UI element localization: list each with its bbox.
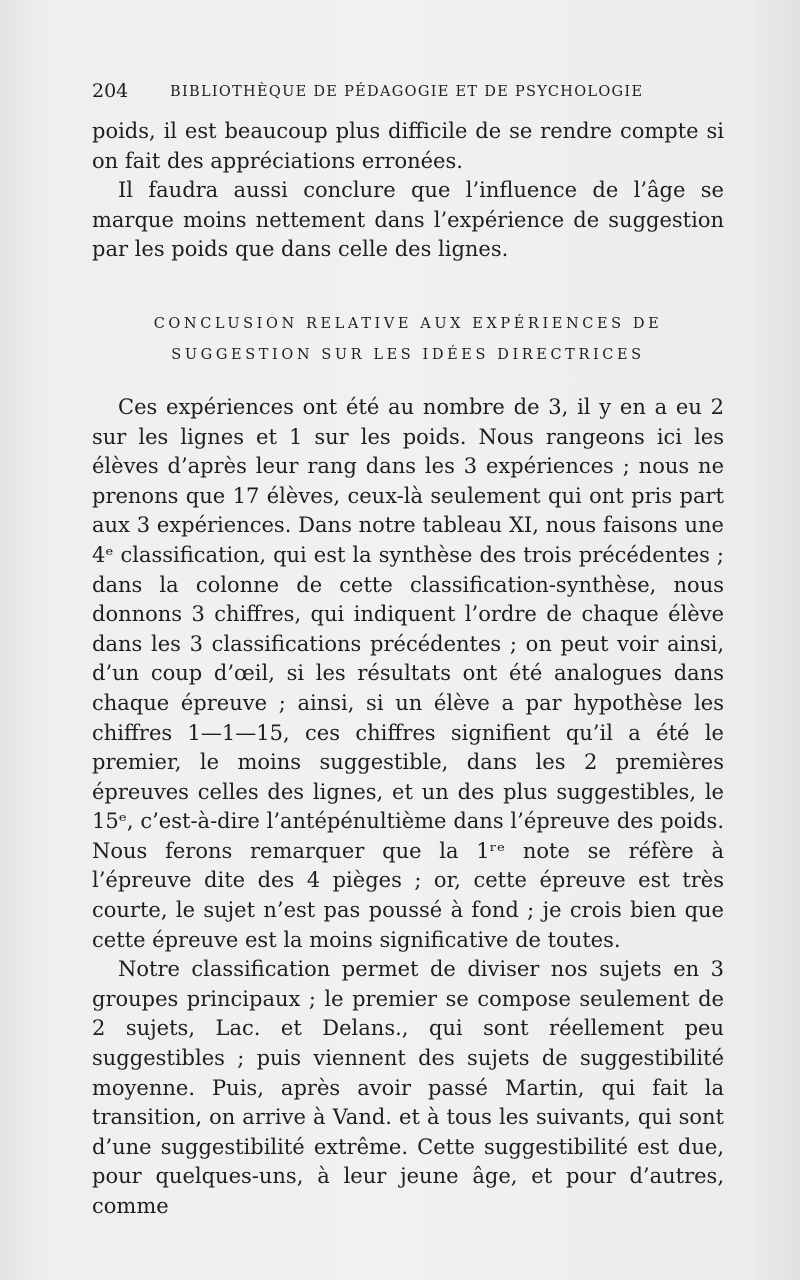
page-header	[92, 80, 724, 106]
paragraph-experiments: Ces expériences ont été au nombre de 3, il y en a eu 2 sur les lignes et 1 sur les poids. Nous rangeons ici les élèves d’après leur rang dans les 3 expériences ; nous ne prenons que 17 élèves, ceux-là seulement qui ont pris part aux 3 expériences. Dans notre tableau XI, nous faisons une 4ᵉ classification, qui est la synthèse des trois précédentes ; dans la colonne de cette classification-synthèse, nous donnons 3 chiffres, qui indiquent l’ordre de chaque élève dans les 3 classifications précédentes ; on peut voir ainsi, d’un coup d’œil, si les résultats ont été analogues dans chaque épreuve ; ainsi, si un élève a par hypothèse les chiffres 1—1—15, ces chiffres signifient qu’il a été le premier, le moins suggestible, dans les 2 premières épreuves celles des lignes, et un des plus suggestibles, le 15ᵉ, c’est-à-dire l’antépénultième dans l’épreuve des poids. Nous ferons remarquer que la 1ʳᵉ note se réfère à l’épreuve dite des 4 pièges ; or, cette épreuve est très courte, le sujet n’est pas poussé à fond ; je crois bien que cette épreuve est la moins significative de toutes.	[92, 394, 724, 952]
running-title: BIBLIOTHÈQUE DE PÉDAGOGIE ET DE PSYCHOLOGIE	[170, 84, 644, 100]
paragraph-age-influence: Il faudra aussi conclure que l’influence de l’âge se marque moins nettement dans l’expérience de suggestion par les poids que dans celle des lignes.	[92, 178, 724, 262]
section-heading-line-2: SUGGESTION SUR LES IDÉES DIRECTRICES	[171, 346, 645, 363]
page-content	[92, 117, 724, 1222]
paragraph-classification: Notre classification permet de diviser nos sujets en 3 groupes principaux ; le premier se compose seulement de 2 sujets, Lac. et Delans., qui sont réellement peu suggestibles ; puis viennent des sujets de suggestibilité moyenne. Puis, après avoir passé Martin, qui fait la transition, on arrive à Vand. et à tous les suivants, qui sont d’une suggestibilité extrême. Cette suggestibilité est due, pour quelques-uns, à leur jeune âge, et pour d’autres, comme	[92, 957, 724, 1218]
section-heading	[92, 309, 724, 371]
page-number: 204	[92, 80, 129, 102]
paragraph-continuation: poids, il est beaucoup plus difficile de se rendre compte si on fait des appréciations erronées.	[92, 119, 724, 173]
section-heading-line-1: CONCLUSION RELATIVE AUX EXPÉRIENCES DE	[153, 315, 663, 332]
